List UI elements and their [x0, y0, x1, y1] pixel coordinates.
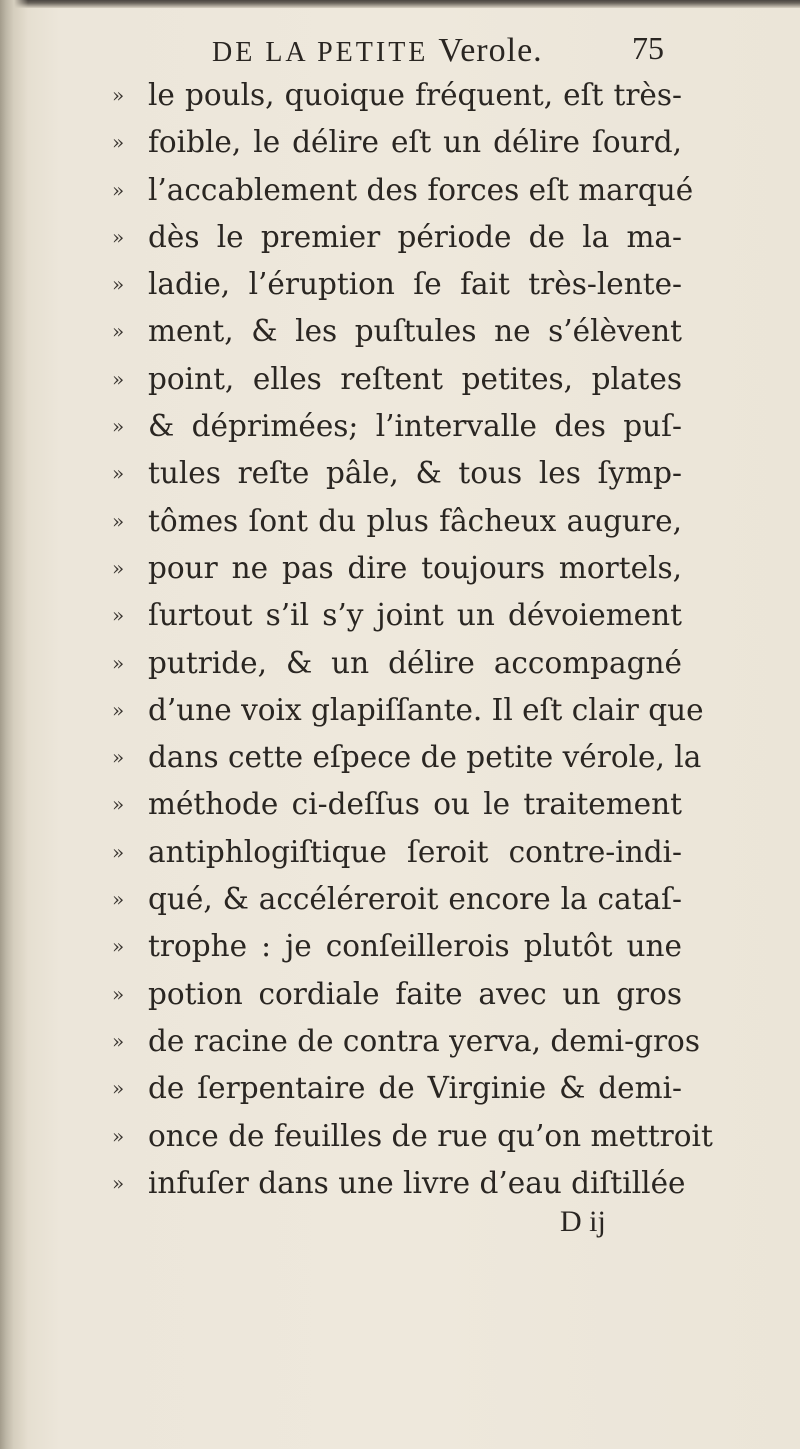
text-line — [112, 498, 682, 545]
quote-mark: » — [112, 1123, 125, 1148]
text-line — [112, 1113, 713, 1160]
text-line — [112, 829, 682, 876]
quote-mark: » — [112, 934, 125, 959]
line-text: point, elles reſtent petites, plates — [148, 361, 682, 396]
line-text: l’accablement des forces eſt marqué — [148, 172, 694, 207]
line-text: qué, & accéléreroit encore la cataſ- — [148, 882, 682, 917]
line-text: méthode ci-deſſus ou le traitement — [148, 787, 682, 822]
quote-mark: » — [112, 981, 125, 1006]
quote-mark: » — [112, 508, 125, 533]
quote-mark: » — [112, 130, 125, 155]
quote-mark: » — [112, 272, 125, 297]
text-line — [112, 1018, 700, 1065]
line-text: foible, le délire eſt un délire ſourd, — [148, 125, 682, 160]
line-text: infuſer dans une livre d’eau diſtillée — [148, 1165, 686, 1200]
quote-mark: » — [112, 1170, 125, 1195]
quote-mark: » — [112, 555, 125, 580]
text-line — [112, 450, 682, 497]
line-text: putride, & un délire accompagné — [148, 645, 682, 680]
text-line — [112, 356, 682, 403]
running-title-big: Verole. — [438, 32, 543, 69]
page-gutter-shadow — [0, 0, 28, 1449]
quote-mark: » — [112, 697, 125, 722]
running-header — [212, 28, 672, 68]
text-line — [112, 687, 704, 734]
text-line — [112, 781, 682, 828]
line-text: tules reſte pâle, & tous les ſymp- — [148, 456, 682, 491]
quote-mark: » — [112, 792, 125, 817]
text-line — [112, 261, 682, 308]
line-text: dans cette eſpece de petite vérole, la — [148, 740, 702, 775]
text-line — [112, 72, 682, 119]
page-top-edge — [0, 0, 800, 8]
quote-mark: » — [112, 461, 125, 486]
line-text: tômes ſont du plus fâcheux augure, — [148, 503, 682, 538]
running-title — [212, 32, 543, 70]
quote-mark: » — [112, 650, 125, 675]
running-title-small: DE LA PETITE — [212, 37, 439, 68]
line-text: d’une voix glapiſſante. Il eſt clair que — [148, 692, 704, 727]
text-line — [112, 1160, 686, 1207]
quote-mark: » — [112, 83, 125, 107]
text-line — [112, 308, 682, 355]
line-text: trophe : je conſeillerois plutôt une — [148, 929, 682, 964]
text-line — [112, 923, 682, 970]
text-line — [112, 403, 682, 450]
quote-mark: » — [112, 745, 125, 770]
text-line — [112, 971, 682, 1018]
quote-mark: » — [112, 1076, 125, 1101]
line-text: de racine de contra yerva, demi-gros — [148, 1023, 700, 1058]
quote-mark: » — [112, 839, 125, 864]
text-line — [112, 167, 694, 214]
line-text: ladie, l’éruption ſe fait très-lente- — [148, 267, 682, 302]
quote-mark: » — [112, 1028, 125, 1053]
line-text: potion cordiale faite avec un gros — [148, 976, 682, 1011]
text-line — [112, 119, 682, 166]
quote-mark: » — [112, 887, 125, 912]
line-text: ſurtout s’il s’y joint un dévoiement — [148, 598, 682, 633]
text-line — [112, 1065, 682, 1112]
line-text: le pouls, quoique fréquent, eſt très- — [148, 78, 682, 112]
text-line — [112, 876, 682, 923]
quote-mark: » — [112, 319, 125, 344]
signature-mark: D ij — [560, 1205, 606, 1238]
line-text: antiphlogiſtique ſeroit contre-indi- — [148, 834, 682, 869]
quote-mark: » — [112, 414, 125, 439]
quote-mark: » — [112, 603, 125, 628]
line-text: dès le premier période de la ma- — [148, 219, 682, 254]
quote-mark: » — [112, 366, 125, 391]
text-line — [112, 592, 682, 639]
line-text: once de feuilles de rue qu’on mettroit — [148, 1118, 713, 1153]
line-text: de ſerpentaire de Virginie & demi- — [148, 1071, 682, 1106]
line-text: ment, & les puſtules ne s’élèvent — [148, 314, 682, 349]
text-line — [112, 214, 682, 261]
text-line — [112, 734, 702, 781]
text-line — [112, 545, 682, 592]
text-body — [112, 72, 713, 1207]
text-line — [112, 640, 682, 687]
page-number: 75 — [632, 30, 664, 66]
quote-mark: » — [112, 224, 125, 249]
quote-mark: » — [112, 177, 125, 202]
line-text: & déprimées; l’intervalle des puſ- — [148, 409, 682, 444]
line-text: pour ne pas dire toujours mortels, — [148, 550, 682, 585]
